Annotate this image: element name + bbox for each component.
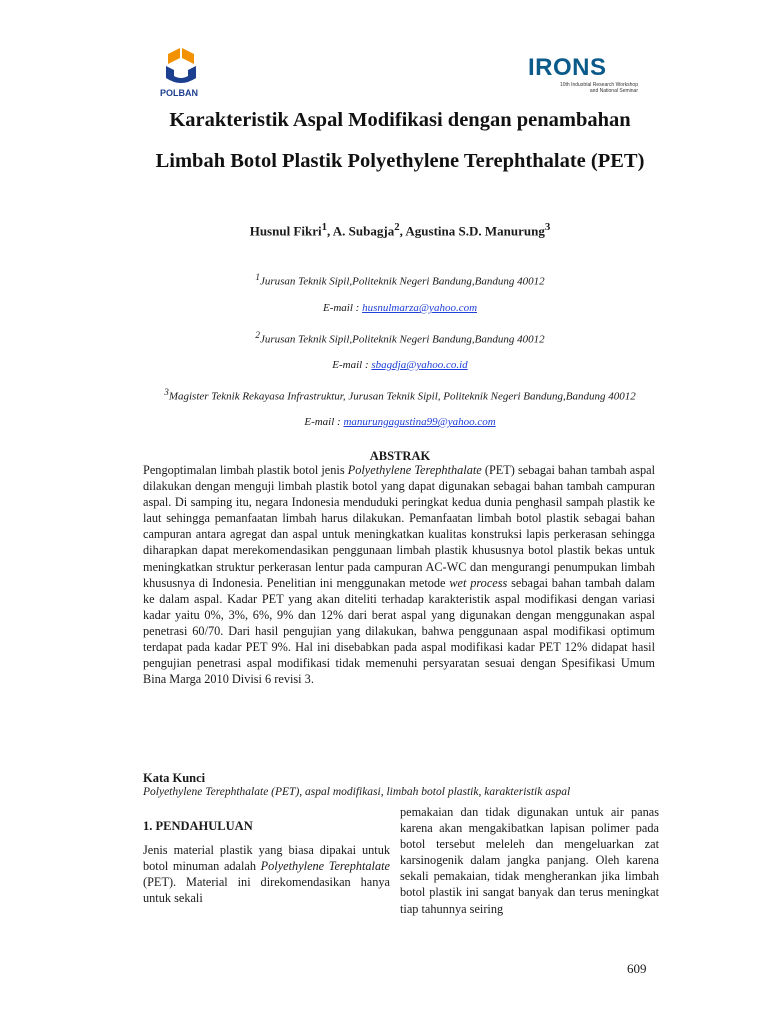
author-3: , Agustina S.D. Manurung <box>399 223 545 239</box>
affiliation-2 <box>60 330 740 346</box>
affiliation-3-sup: 3 <box>164 387 169 397</box>
author-3-sup: 3 <box>544 221 551 233</box>
right-column-text: pemakaian dan tidak digunakan untuk air panas karena akan mengakibatkan lapisan polimer pada botol tersebut meleleh dan mengeluarkan zat karsinogenik dalam jangka panjang. Oleh karena sekali pemakaian, tidak mengherankan jika limbah botol plastik ini sangat banyak dan terus meningkat tiap tahunnya seiring <box>400 805 659 916</box>
keywords-text: Polyethylene Terephthalate (PET), aspal modifikasi, limbah botol plastik, karakteristik aspal <box>143 786 571 798</box>
irons-logo-sub-2: and National Seminar <box>589 88 638 94</box>
abstract-body <box>143 462 655 687</box>
affiliation-3 <box>60 387 740 403</box>
irons-logo <box>528 52 638 104</box>
abstract-italic-1: Polyethylene Terephthalate <box>347 463 482 477</box>
affiliation-1 <box>60 272 740 288</box>
email-line-3 <box>60 416 740 428</box>
email-link-2[interactable]: sbagdja@yahoo.co.id <box>371 359 468 371</box>
polban-logo-text: POLBAN <box>160 88 198 98</box>
author-list <box>80 221 720 239</box>
title-line-2: Limbah Botol Plastik Polyethylene Terephthalate (PET) <box>155 150 645 172</box>
email-link-1[interactable]: husnulmarza@yahoo.com <box>362 302 478 314</box>
email-label-3: E-mail : <box>304 416 344 428</box>
affiliation-1-text: Jurusan Teknik Sipil,Politeknik Negeri Bandung,Bandung 40012 <box>259 275 545 288</box>
email-label-1: E-mail : <box>322 302 363 314</box>
abstract-text-1: Pengoptimalan limbah plastik botol jenis <box>143 463 348 477</box>
irons-logo-sub-1: 10th Industrial Research Workshop <box>559 82 638 88</box>
abstract-italic-2: wet process <box>449 575 508 590</box>
affiliation-2-text: Jurusan Teknik Sipil,Politeknik Negeri Bandung,Bandung 40012 <box>259 333 545 346</box>
email-link-3[interactable]: manurungagustina99@yahoo.com <box>343 416 496 428</box>
affiliation-3-text: Magister Teknik Rekayasa Infrastruktur, Jurusan Teknik Sipil, Politeknik Negeri Bandung,Bandung 40012 <box>168 390 636 403</box>
abstract-text-2: (PET) sebagai bahan tambah aspal dilakukan dengan menguji limbah plastik botol yang dapat digunakan sebagai bahan tambah campuran aspal. Di samping itu, negara Indonesia menduduki peringkat kedua dunia penghasil sampah plastik ke laut sehingga pemanfaatan limbah harus dilakukan. Pemanfaatan limbah botol plastik sebagai bahan campuran antara agregat dan aspal untuk meningkatkan kualitas konstruksi lapis perkerasan sehingga diharapkan dapat merekomendasikan penggunaan limbah plastik khususnya botol plastik bekas untuk meningkatkan struktur perkerasan lentur pada campuran AC-WC dan mengurangi penumpukan limbah khususnya di Indonesia. Penelitian ini menggunakan metode <box>143 463 656 590</box>
irons-logo-word: IRONS <box>528 54 607 81</box>
author-1-sup: 1 <box>321 221 328 233</box>
left-text-b: (PET). Material ini direkomendasikan hanya untuk sekali <box>143 875 390 906</box>
author-2-sup: 2 <box>394 221 400 233</box>
affiliation-1-sup: 1 <box>255 272 260 282</box>
affiliation-2-sup: 2 <box>255 330 260 340</box>
abstract-paragraph <box>143 462 655 687</box>
section-heading: 1. PENDAHULUAN <box>143 819 253 833</box>
page-number: 609 <box>627 961 647 976</box>
keywords-heading: Kata Kunci <box>143 771 206 785</box>
email-line-1 <box>60 302 740 314</box>
author-2: , A. Subagja <box>327 223 395 239</box>
abstract-text-3: sebagai bahan tambah dalam ke dalam aspal. Kadar PET yang akan diteliti terhadap karakteristik aspal modifikasi dengan variasi kadar yaitu 0%, 3%, 6%, 9% dan 12% dari berat aspal yang digunakan dengan menggunakan aspal penetrasi 60/70. Dari hasil pengujian yang dilakukan, bahwa penggunaan aspal modifikasi optimum terdapat pada kadar PET 9%. Hal ini disebabkan pada aspal modifikasi kadar PET 12% didapat hasil pengujian penetrasi aspal modifikasi tidak memenuhi persyaratan sesuai dengan Spesifikasi Umum Bina Marga 2010 Divisi 6 revisi 3. <box>143 575 655 687</box>
author-1: Husnul Fikri <box>249 223 322 239</box>
left-text-italic: Polyethylene Terephtalate <box>260 859 390 874</box>
polban-logo <box>158 48 208 100</box>
left-column-text <box>143 842 390 906</box>
abstract-heading: ABSTRAK <box>369 449 431 463</box>
email-line-2 <box>60 359 740 371</box>
email-label-2: E-mail : <box>332 359 372 371</box>
polban-emblem-icon <box>158 48 208 88</box>
left-text-a: Jenis material plastik yang biasa dipakai untuk botol minuman adalah <box>143 843 390 874</box>
title-line-1: Karakteristik Aspal Modifikasi dengan penambahan <box>169 109 631 131</box>
